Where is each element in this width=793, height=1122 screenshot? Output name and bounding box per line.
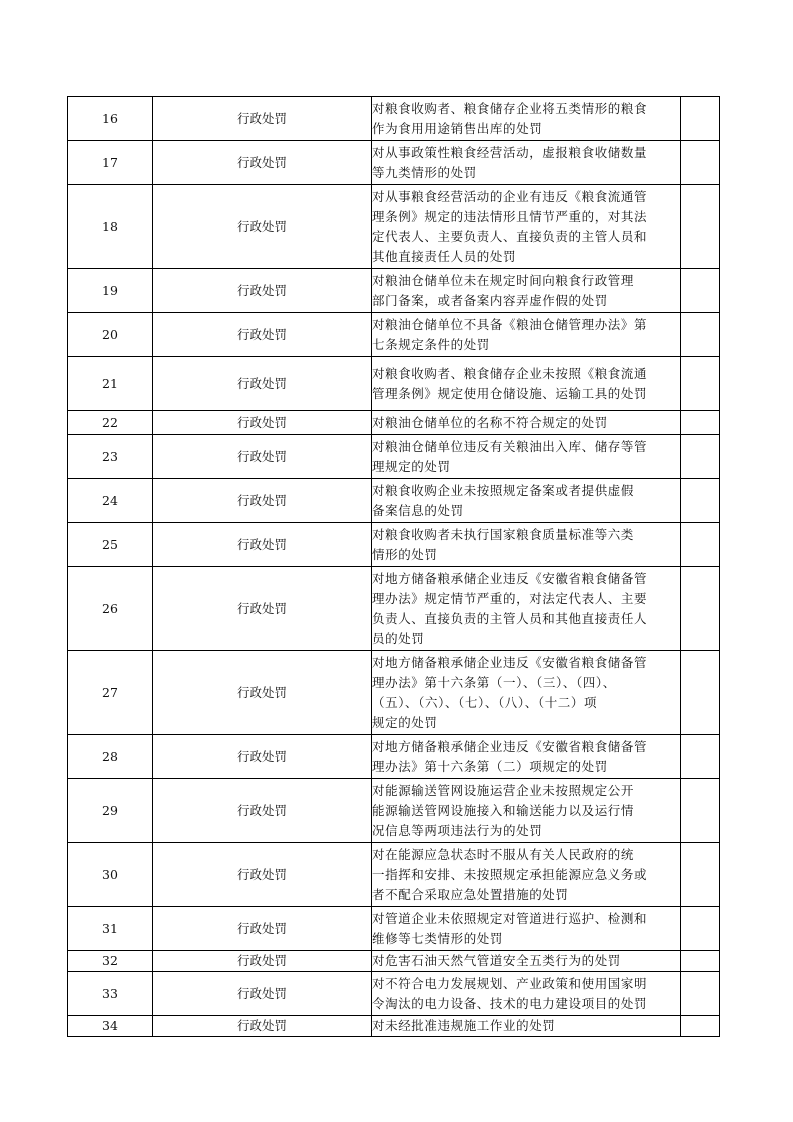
table-row xyxy=(68,972,720,1016)
row-remark xyxy=(681,269,720,313)
row-description xyxy=(372,435,681,479)
row-remark xyxy=(681,97,720,141)
row-type: 行政处罚 xyxy=(153,357,372,411)
row-description xyxy=(372,907,681,951)
row-number: 17 xyxy=(68,141,153,185)
table-body xyxy=(68,97,720,1037)
description-line: 对粮食收购者、粮食储存企业将五类情形的粮食 xyxy=(372,100,648,116)
row-number: 25 xyxy=(68,523,153,567)
row-type: 行政处罚 xyxy=(153,479,372,523)
description-line: 对粮油仓储单位不具备《粮油仓储管理办法》第 xyxy=(372,316,648,332)
table-row xyxy=(68,269,720,313)
row-remark xyxy=(681,435,720,479)
table-row xyxy=(68,735,720,779)
table-row xyxy=(68,141,720,185)
row-description xyxy=(372,1016,681,1037)
row-type: 行政处罚 xyxy=(153,269,372,313)
row-number: 21 xyxy=(68,357,153,411)
row-remark xyxy=(681,779,720,843)
table-row xyxy=(68,185,720,269)
row-type: 行政处罚 xyxy=(153,313,372,357)
row-type: 行政处罚 xyxy=(153,735,372,779)
row-type: 行政处罚 xyxy=(153,779,372,843)
description-line: 对地方储备粮承储企业违反《安徽省粮食储备管 xyxy=(372,654,648,670)
description-line: 理办法》第十六条第（二）项规定的处罚 xyxy=(372,758,608,774)
row-number: 16 xyxy=(68,97,153,141)
row-remark xyxy=(681,735,720,779)
table-row xyxy=(68,479,720,523)
row-remark xyxy=(681,313,720,357)
table-row xyxy=(68,951,720,972)
row-type: 行政处罚 xyxy=(153,97,372,141)
description-line: 对从事粮食经营活动的企业有违反《粮食流通管 xyxy=(372,188,648,204)
row-type: 行政处罚 xyxy=(153,411,372,435)
row-type: 行政处罚 xyxy=(153,951,372,972)
description-line: 对从事政策性粮食经营活动，虚报粮食收储数量 xyxy=(372,144,648,160)
row-description xyxy=(372,567,681,651)
description-line: 规定的处罚 xyxy=(372,714,438,730)
description-line: 对粮油仓储单位违反有关粮油出入库、储存等管 xyxy=(372,438,648,454)
description-line: 对管道企业未依照规定对管道进行巡护、检测和 xyxy=(372,910,648,926)
row-type: 行政处罚 xyxy=(153,567,372,651)
row-description xyxy=(372,951,681,972)
description-line: 对地方储备粮承储企业违反《安徽省粮食储备管 xyxy=(372,738,648,754)
description-line: 对未经批准违规施工作业的处罚 xyxy=(372,1018,556,1033)
table-row xyxy=(68,411,720,435)
description-line: 理条例》规定的违法情形且情节严重的，对其法 xyxy=(372,208,648,224)
row-remark xyxy=(681,411,720,435)
row-description xyxy=(372,357,681,411)
row-remark xyxy=(681,1016,720,1037)
row-description xyxy=(372,141,681,185)
table-row xyxy=(68,843,720,907)
row-type: 行政处罚 xyxy=(153,1016,372,1037)
description-line: 令淘汰的电力设备、技术的电力建设项目的处罚 xyxy=(372,995,648,1011)
description-line: 对能源输送管网设施运营企业未按照规定公开 xyxy=(372,782,635,798)
table-row xyxy=(68,523,720,567)
description-line: 况信息等两项违法行为的处罚 xyxy=(372,822,543,838)
description-line: 对危害石油天然气管道安全五类行为的处罚 xyxy=(372,953,621,968)
row-description xyxy=(372,185,681,269)
row-number: 28 xyxy=(68,735,153,779)
description-line: 对粮食收购者未执行国家粮食质量标准等六类 xyxy=(372,526,635,542)
description-line: 负责人、直接负责的主管人员和其他直接责任人 xyxy=(372,610,648,626)
row-type: 行政处罚 xyxy=(153,972,372,1016)
row-number: 19 xyxy=(68,269,153,313)
description-line: （五）、（六）、（七）、（八）、（十二）项 xyxy=(372,694,598,710)
row-type: 行政处罚 xyxy=(153,651,372,735)
description-line: 部门备案，或者备案内容弄虚作假的处罚 xyxy=(372,292,608,308)
description-line: 七条规定条件的处罚 xyxy=(372,336,490,352)
row-number: 27 xyxy=(68,651,153,735)
table-row xyxy=(68,779,720,843)
description-line: 理办法》规定情节严重的，对法定代表人、主要 xyxy=(372,590,648,606)
description-line: 理规定的处罚 xyxy=(372,458,451,474)
row-number: 31 xyxy=(68,907,153,951)
row-description xyxy=(372,411,681,435)
row-number: 24 xyxy=(68,479,153,523)
description-line: 员的处罚 xyxy=(372,630,425,646)
row-description xyxy=(372,97,681,141)
row-description xyxy=(372,972,681,1016)
table-row xyxy=(68,313,720,357)
table-row xyxy=(68,907,720,951)
description-line: 理办法》第十六条第（一）、（三）、（四）、 xyxy=(372,674,616,690)
description-line: 对粮油仓储单位的名称不符合规定的处罚 xyxy=(372,414,608,430)
description-line: 一指挥和安排、未按照规定承担能源应急义务或 xyxy=(372,866,648,882)
description-line: 者不配合采取应急处置措施的处罚 xyxy=(372,886,569,902)
description-line: 管理条例》规定使用仓储设施、运输工具的处罚 xyxy=(372,385,648,401)
row-number: 33 xyxy=(68,972,153,1016)
table-row xyxy=(68,567,720,651)
row-description xyxy=(372,735,681,779)
description-line: 对地方储备粮承储企业违反《安徽省粮食储备管 xyxy=(372,570,648,586)
row-description xyxy=(372,651,681,735)
row-number: 29 xyxy=(68,779,153,843)
row-number: 23 xyxy=(68,435,153,479)
description-line: 能源输送管网设施接入和输送能力以及运行情 xyxy=(372,802,635,818)
row-description xyxy=(372,779,681,843)
row-number: 18 xyxy=(68,185,153,269)
row-type: 行政处罚 xyxy=(153,523,372,567)
table-row xyxy=(68,97,720,141)
table-row xyxy=(68,435,720,479)
description-line: 对不符合电力发展规划、产业政策和使用国家明 xyxy=(372,975,648,991)
row-number: 22 xyxy=(68,411,153,435)
row-description xyxy=(372,269,681,313)
row-type: 行政处罚 xyxy=(153,435,372,479)
row-remark xyxy=(681,479,720,523)
row-description xyxy=(372,479,681,523)
description-line: 备案信息的处罚 xyxy=(372,502,464,518)
row-description xyxy=(372,523,681,567)
table-row xyxy=(68,357,720,411)
row-remark xyxy=(681,651,720,735)
description-line: 等九类情形的处罚 xyxy=(372,164,477,180)
row-remark xyxy=(681,567,720,651)
description-line: 对粮油仓储单位未在规定时间向粮食行政管理 xyxy=(372,272,635,288)
row-number: 30 xyxy=(68,843,153,907)
row-number: 34 xyxy=(68,1016,153,1037)
row-remark xyxy=(681,141,720,185)
description-line: 对粮食收购企业未按照规定备案或者提供虚假 xyxy=(372,482,635,498)
description-line: 定代表人、主要负责人、直接负责的主管人员和 xyxy=(372,228,648,244)
description-line: 维修等七类情形的处罚 xyxy=(372,930,504,946)
row-description xyxy=(372,843,681,907)
description-line: 情形的处罚 xyxy=(372,546,438,562)
description-line: 对在能源应急状态时不服从有关人民政府的统 xyxy=(372,846,635,862)
row-number: 26 xyxy=(68,567,153,651)
row-type: 行政处罚 xyxy=(153,141,372,185)
description-line: 对粮食收购者、粮食储存企业未按照《粮食流通 xyxy=(372,365,648,381)
row-remark xyxy=(681,972,720,1016)
row-remark xyxy=(681,907,720,951)
power-list-table xyxy=(67,96,720,1037)
row-number: 32 xyxy=(68,951,153,972)
row-number: 20 xyxy=(68,313,153,357)
row-remark xyxy=(681,951,720,972)
row-description xyxy=(372,313,681,357)
row-remark xyxy=(681,357,720,411)
table-row xyxy=(68,651,720,735)
row-remark xyxy=(681,523,720,567)
table-row xyxy=(68,1016,720,1037)
description-line: 作为食用用途销售出库的处罚 xyxy=(372,120,543,136)
row-type: 行政处罚 xyxy=(153,185,372,269)
row-type: 行政处罚 xyxy=(153,907,372,951)
description-line: 其他直接责任人员的处罚 xyxy=(372,248,517,264)
row-type: 行政处罚 xyxy=(153,843,372,907)
row-remark xyxy=(681,185,720,269)
row-remark xyxy=(681,843,720,907)
